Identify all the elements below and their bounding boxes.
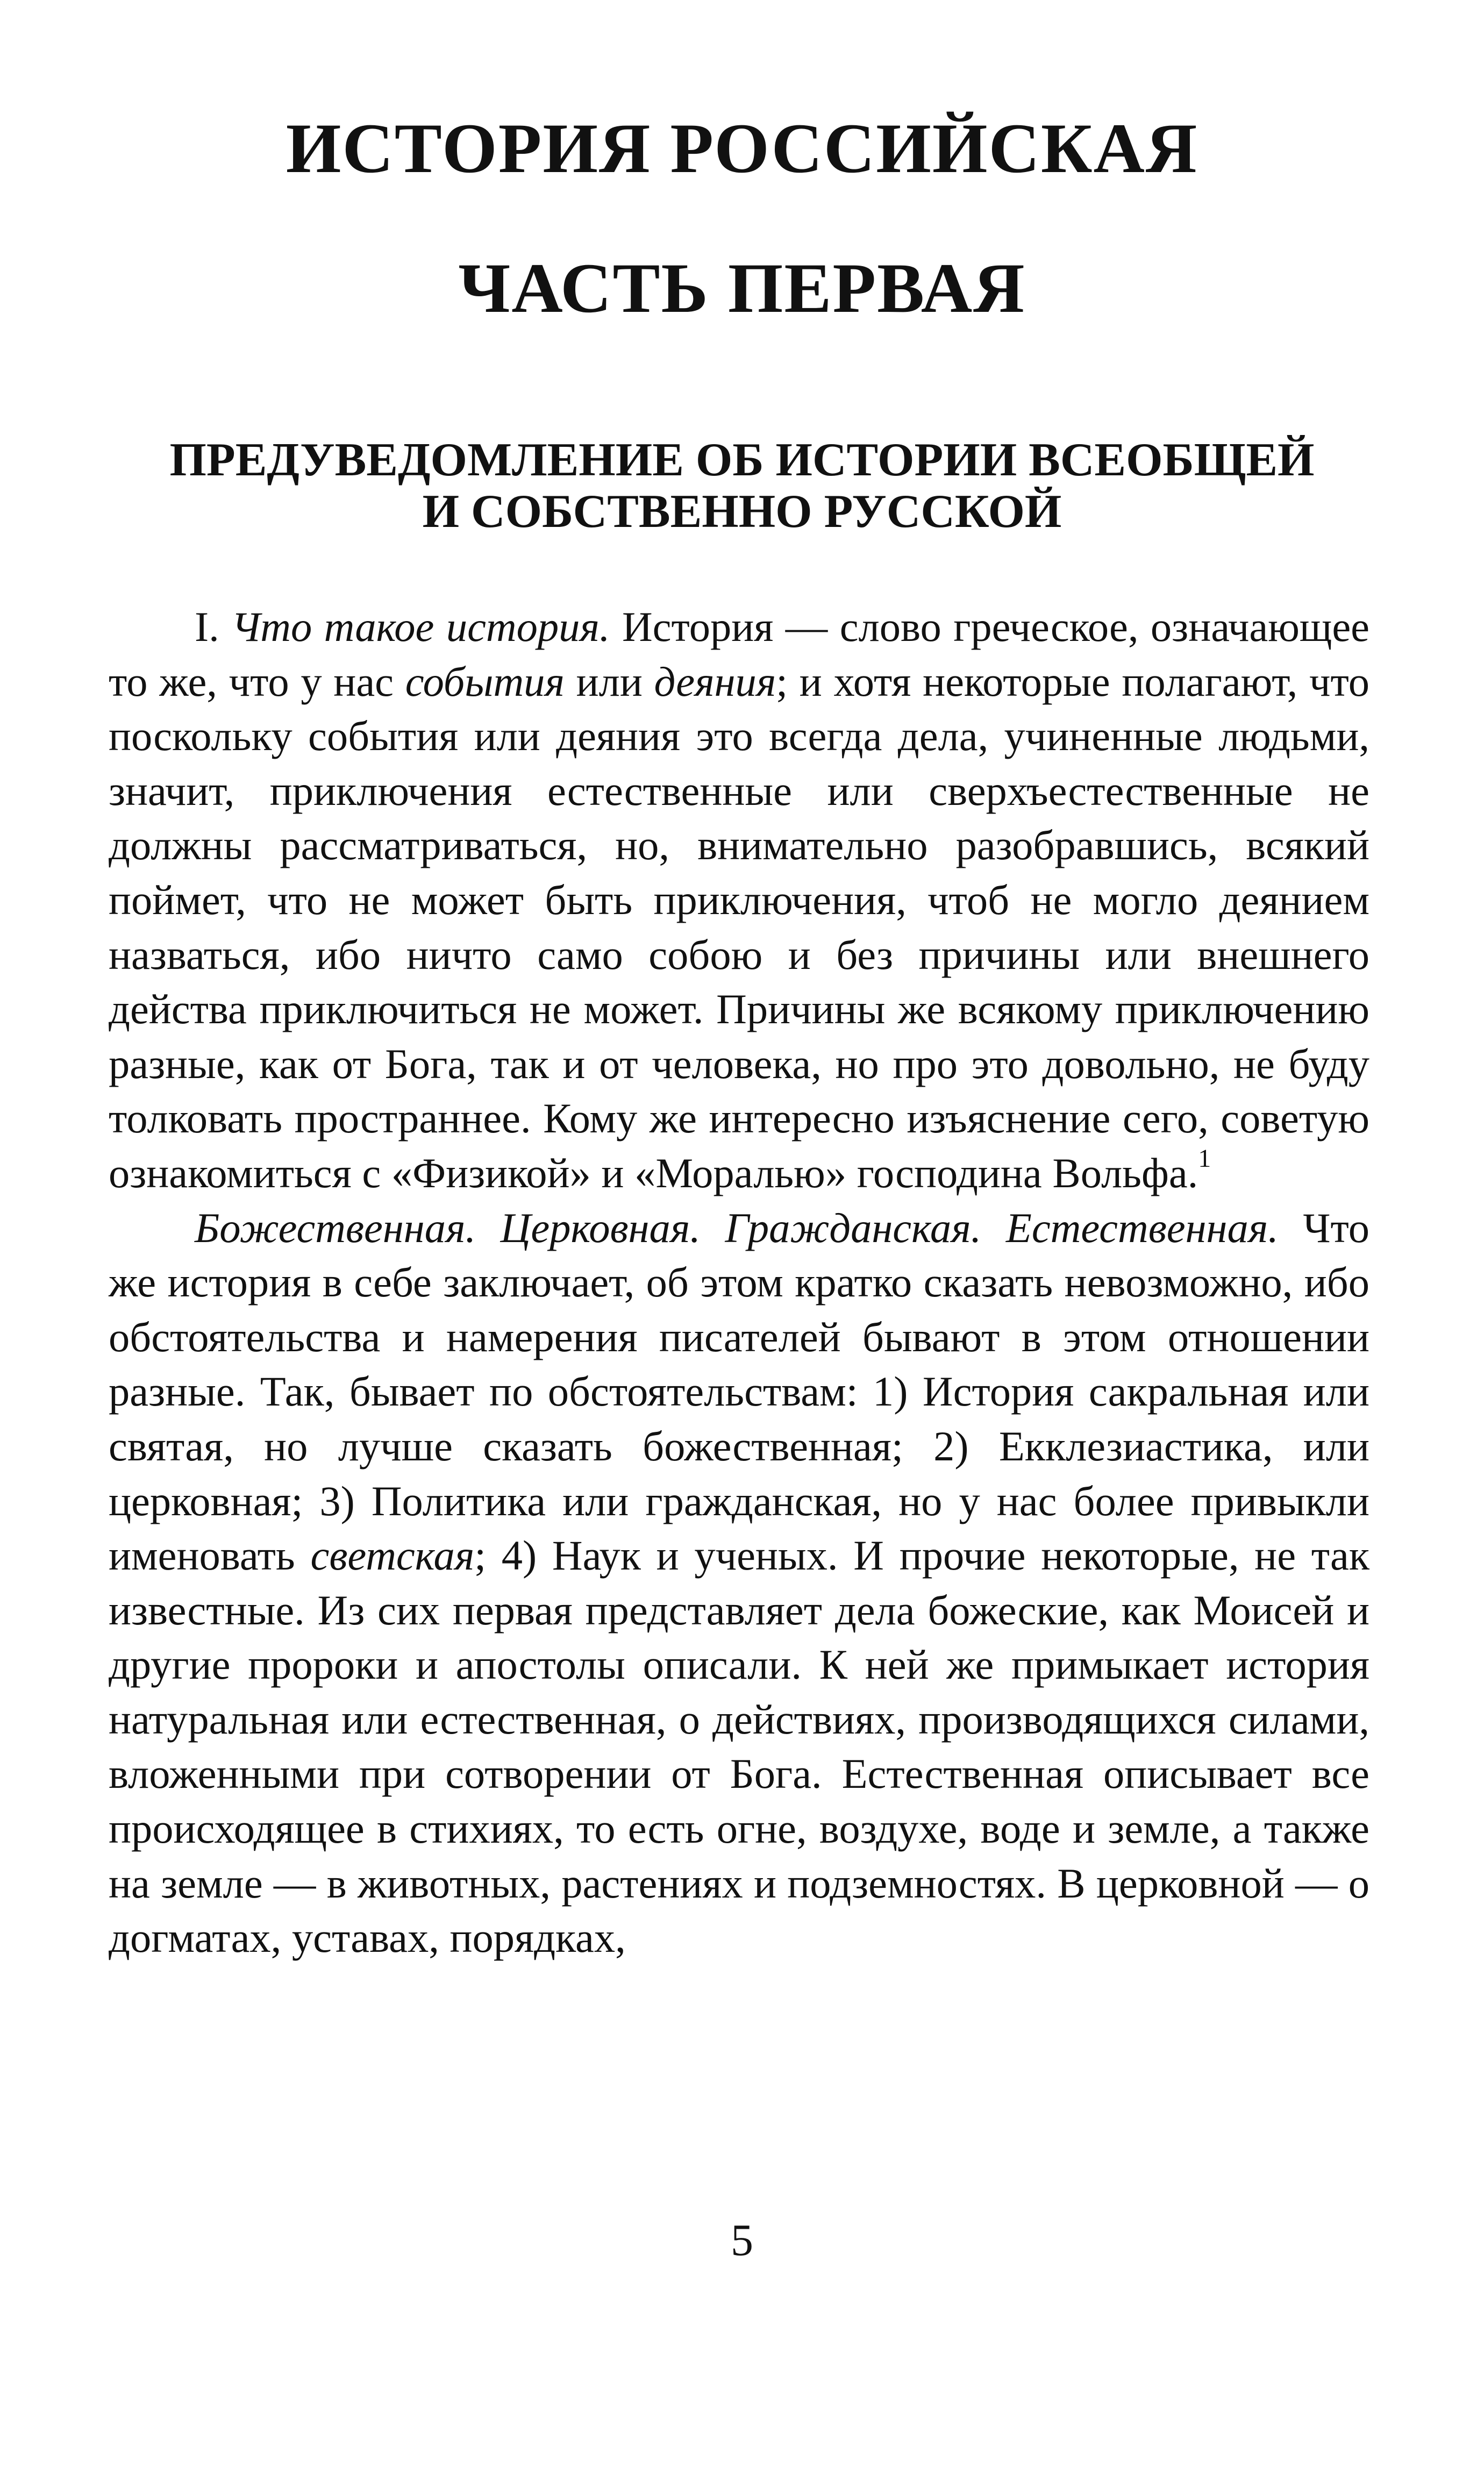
- body-text: [109, 600, 1369, 1965]
- section-heading-line-2: И СОБСТВЕННО РУССКОЙ: [422, 486, 1062, 538]
- page-number: 5: [731, 2215, 753, 2265]
- paragraph-1-rubric: Что такое история.: [231, 603, 610, 650]
- book-title: ИСТОРИЯ РОССИЙСКАЯ: [286, 109, 1198, 188]
- footnote-reference: 1: [1198, 1144, 1211, 1173]
- paragraph-1: I. Что такое история. История — слово греческое, означающее то же, что у нас события или деяния; и хотя некоторые полагают, что поскольку события или деяния это всегда дела, учиненные людьми, значит, приключения естественные или сверхъестественные не должны рассматриваться, но, внимательно разобравшись, всякий поймет, что не может быть приключения, чтоб не могло деянием назваться, ибо ничто само собою и без причины или внешнего действа приключиться не может. Причины же всякому приключению разные, как от Бога, так и от человека, но про это довольно, не буду толковать пространнее. Кому же интересно изъяснение сего, советую ознакомиться с «Физикой» и «Моралью» господина Вольфа.$^1$: [109, 603, 1370, 1196]
- part-title: ЧАСТЬ ПЕРВАЯ: [458, 248, 1026, 327]
- paragraph-1-number: I.: [195, 603, 232, 650]
- section-heading-line-1: ПРЕДУВЕДОМЛЕНИЕ ОБ ИСТОРИИ ВСЕОБЩЕЙ: [169, 434, 1315, 486]
- section-heading: [0, 434, 1484, 538]
- paragraph-2-rubric: Божественная. Церковная. Гражданская. Естественная.: [195, 1204, 1279, 1251]
- paragraph-2: Божественная. Церковная. Гражданская. Естественная. Что же история в себе заключает, об этом кратко сказать невозможно, ибо обстоятельства и намерения писателей бывают в этом отношении разные. Так, бывает по обстоятельствам: 1) История сакральная или святая, но лучше сказать божественная; 2) Екклезиастика, или церковная; 3) Политика или гражданская, но у нас более привыкли именовать светская; 4) Наук и ученых. И прочие некоторые, не так известные. Из сих первая представляет дела божеские, как Моисей и другие пророки и апостолы описали. К ней же примыкает история натуральная или естественная, о действиях, производящихся силами, вложенными при сотворении от Бога. Естественная описывает все происходящее в стихиях, то есть огне, воздухе, воде и земле, а также на земле — в животных, растениях и подземностях. В церковной — о догматах, уставах, порядках,: [109, 1204, 1370, 1962]
